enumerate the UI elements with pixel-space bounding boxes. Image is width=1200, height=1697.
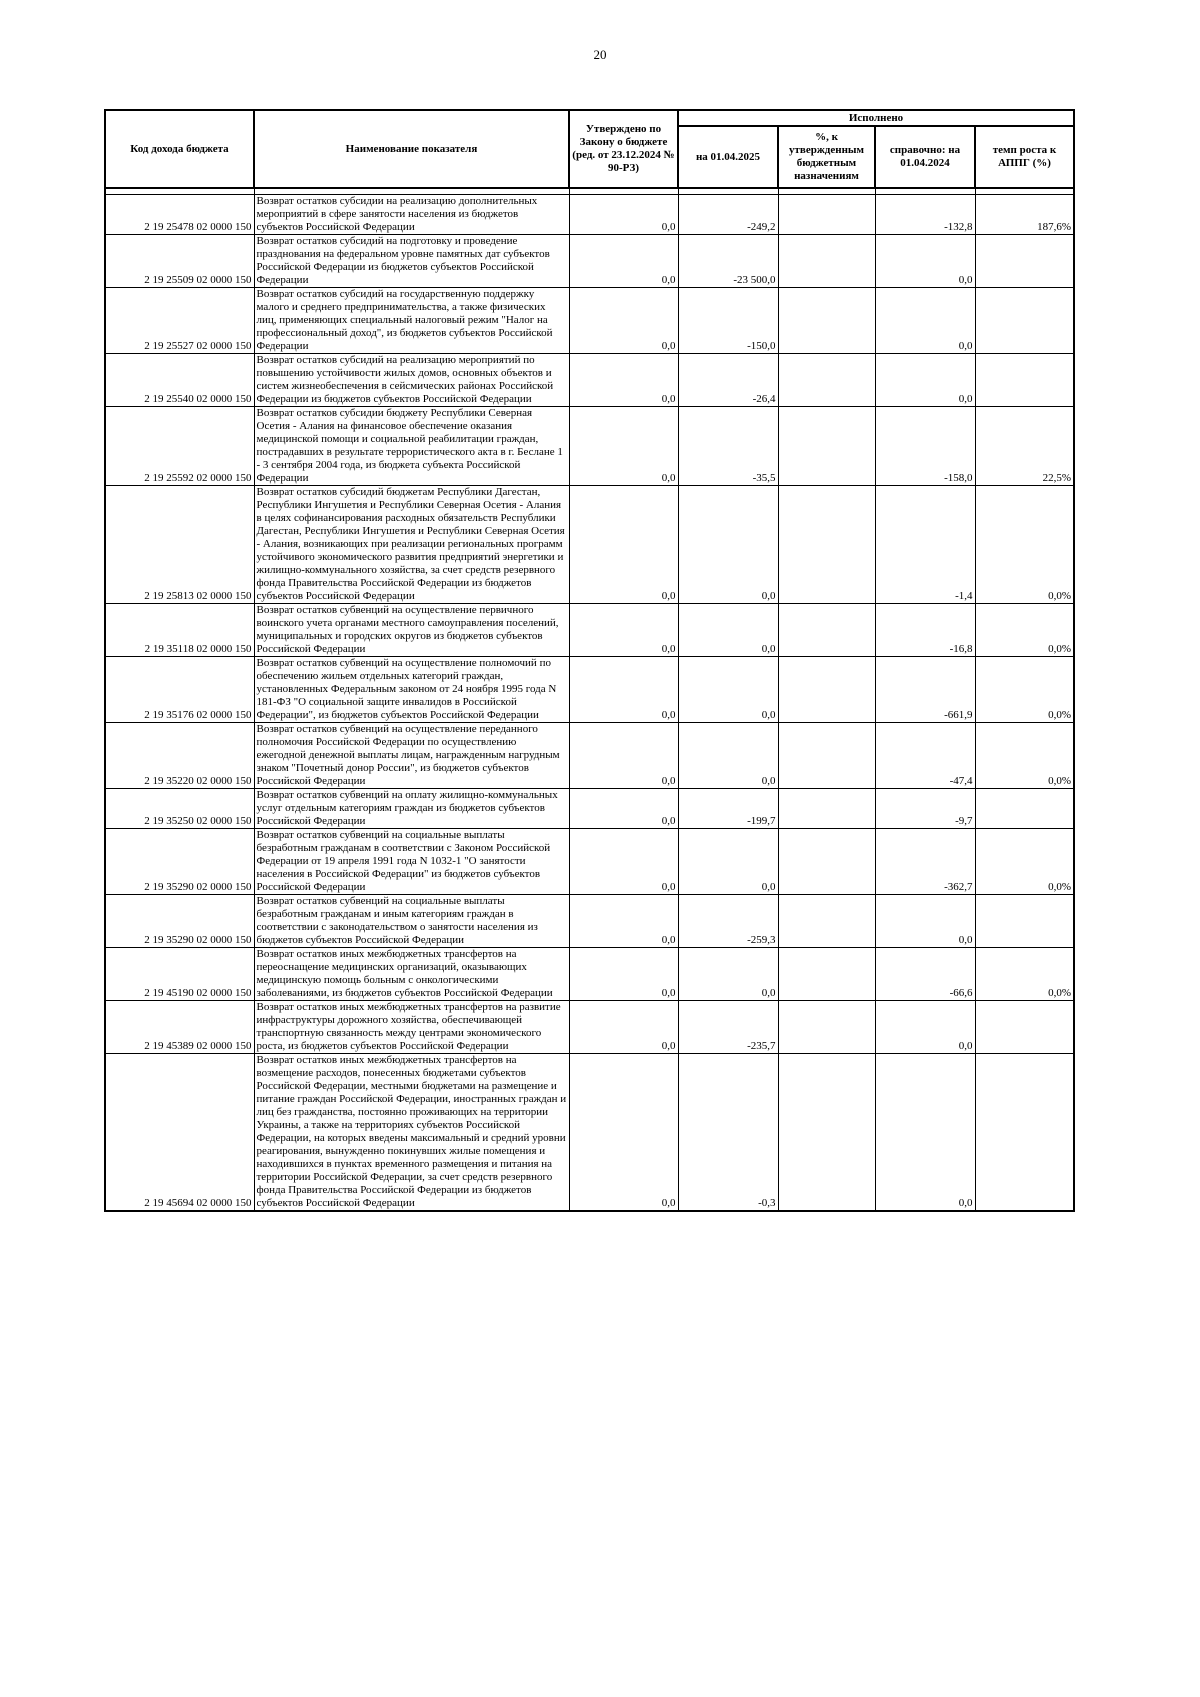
row-reference: 0,0 xyxy=(875,895,975,948)
row-growth: 0,0% xyxy=(975,948,1074,1001)
table-row xyxy=(105,486,1074,604)
row-executed: 0,0 xyxy=(678,486,778,604)
row-reference: -661,9 xyxy=(875,657,975,723)
row-reference: -1,4 xyxy=(875,486,975,604)
row-code: 2 19 35220 02 0000 150 xyxy=(105,723,254,789)
row-percent xyxy=(778,1001,875,1054)
header-growth: темп роста к АППГ (%) xyxy=(975,126,1074,188)
row-code: 2 19 35176 02 0000 150 xyxy=(105,657,254,723)
header-code: Код дохода бюджета xyxy=(105,110,254,188)
row-code: 2 19 35290 02 0000 150 xyxy=(105,895,254,948)
row-growth: 0,0% xyxy=(975,723,1074,789)
header-on-date: на 01.04.2025 xyxy=(678,126,778,188)
row-approved: 0,0 xyxy=(569,829,678,895)
row-approved: 0,0 xyxy=(569,657,678,723)
table-row xyxy=(105,948,1074,1001)
row-reference: -9,7 xyxy=(875,789,975,829)
row-executed: -150,0 xyxy=(678,288,778,354)
header-name: Наименование показателя xyxy=(254,110,569,188)
row-executed: -199,7 xyxy=(678,789,778,829)
row-percent xyxy=(778,657,875,723)
row-name: Возврат остатков субсидий на государственную поддержку малого и среднего предпринимательства, а также физических лиц, применяющих специальный налоговый режим "Налог на профессиональный доход", из бюджетов субъектов Российской Федерации xyxy=(254,288,569,354)
row-reference: 0,0 xyxy=(875,235,975,288)
table-row xyxy=(105,235,1074,288)
row-code: 2 19 25540 02 0000 150 xyxy=(105,354,254,407)
row-percent xyxy=(778,195,875,235)
row-approved: 0,0 xyxy=(569,407,678,486)
row-growth: 0,0% xyxy=(975,829,1074,895)
row-growth xyxy=(975,1001,1074,1054)
row-executed: 0,0 xyxy=(678,948,778,1001)
row-name: Возврат остатков субвенций на социальные выплаты безработным гражданам в соответствии с Законом Российской Федерации от 19 апреля 1991 года N 1032-1 "О занятости населения в Российской Федерации" из бюджетов субъектов Российской Федерации xyxy=(254,829,569,895)
table-row xyxy=(105,1054,1074,1212)
row-approved: 0,0 xyxy=(569,1001,678,1054)
row-approved: 0,0 xyxy=(569,604,678,657)
row-percent xyxy=(778,948,875,1001)
row-name: Возврат остатков субвенций на оплату жилищно-коммунальных услуг отдельным категориям граждан из бюджетов субъектов Российской Федерации xyxy=(254,789,569,829)
row-code: 2 19 25527 02 0000 150 xyxy=(105,288,254,354)
row-percent xyxy=(778,789,875,829)
row-growth xyxy=(975,235,1074,288)
row-percent xyxy=(778,486,875,604)
row-name: Возврат остатков субвенций на социальные выплаты безработным гражданам и иным категориям граждан в соответствии с законодательством о занятости населения из бюджетов субъектов Российской Федерации xyxy=(254,895,569,948)
row-executed: -0,3 xyxy=(678,1054,778,1212)
table-row xyxy=(105,195,1074,235)
row-name: Возврат остатков иных межбюджетных трансфертов на возмещение расходов, понесенных бюджетами субъектов Российской Федерации, местными бюджетами на размещение и питание граждан Российской Федерации, иностранных граждан и лиц без гражданства, постоянно проживающих на территории Украины, а также на территориях субъектов Российской Федерации, на которых введены максимальный и средний уровни реагирования, вынужденно покинувших жилые помещения и находившихся в пунктах временного размещения и питания на территории Российской Федерации, за счет средств резервного фонда Правительства Российской Федерации из бюджетов субъектов Российской Федерации xyxy=(254,1054,569,1212)
row-name: Возврат остатков субсидий на реализацию мероприятий по повышению устойчивости жилых домов, основных объектов и систем жизнеобеспечения в сейсмических районах Российской Федерации из бюджетов субъектов Российской Федерации xyxy=(254,354,569,407)
row-code: 2 19 45694 02 0000 150 xyxy=(105,1054,254,1212)
row-code: 2 19 45389 02 0000 150 xyxy=(105,1001,254,1054)
row-name: Возврат остатков иных межбюджетных трансфертов на развитие инфраструктуры дорожного хозяйства, обеспечивающей транспортную связанность между центрами экономического роста, из бюджетов субъектов Российской Федерации xyxy=(254,1001,569,1054)
row-reference: 0,0 xyxy=(875,288,975,354)
row-name: Возврат остатков субсидии бюджету Республики Северная Осетия - Алания на финансовое обеспечение оказания медицинской помощи и социальной реабилитации граждан, пострадавших в результате террористического акта в г. Беслане 1 - 3 сентября 2004 года, из бюджета субъекта Российской Федерации xyxy=(254,407,569,486)
row-code: 2 19 25509 02 0000 150 xyxy=(105,235,254,288)
table-row xyxy=(105,789,1074,829)
row-percent xyxy=(778,288,875,354)
row-executed: -259,3 xyxy=(678,895,778,948)
table-row xyxy=(105,1001,1074,1054)
row-approved: 0,0 xyxy=(569,789,678,829)
table-row xyxy=(105,354,1074,407)
row-growth xyxy=(975,895,1074,948)
row-growth: 0,0% xyxy=(975,657,1074,723)
header-percent: %, к утвержденным бюджетным назначениям xyxy=(778,126,875,188)
row-executed: 0,0 xyxy=(678,829,778,895)
row-growth: 0,0% xyxy=(975,604,1074,657)
row-percent xyxy=(778,829,875,895)
row-approved: 0,0 xyxy=(569,895,678,948)
row-code: 2 19 35118 02 0000 150 xyxy=(105,604,254,657)
row-code: 2 19 45190 02 0000 150 xyxy=(105,948,254,1001)
row-code: 2 19 25813 02 0000 150 xyxy=(105,486,254,604)
table-row xyxy=(105,407,1074,486)
row-approved: 0,0 xyxy=(569,288,678,354)
row-executed: 0,0 xyxy=(678,657,778,723)
table-body xyxy=(105,188,1074,1211)
row-growth xyxy=(975,789,1074,829)
header-approved: Утверждено по Закону о бюджете (ред. от 23.12.2024 № 90-РЗ) xyxy=(569,110,678,188)
table-row xyxy=(105,604,1074,657)
row-executed: 0,0 xyxy=(678,604,778,657)
row-growth xyxy=(975,354,1074,407)
table-row xyxy=(105,829,1074,895)
row-approved: 0,0 xyxy=(569,354,678,407)
row-approved: 0,0 xyxy=(569,723,678,789)
row-percent xyxy=(778,723,875,789)
budget-revenue-table xyxy=(104,109,1075,1212)
row-growth xyxy=(975,288,1074,354)
row-executed: -249,2 xyxy=(678,195,778,235)
row-percent xyxy=(778,235,875,288)
row-reference: -16,8 xyxy=(875,604,975,657)
row-code: 2 19 25592 02 0000 150 xyxy=(105,407,254,486)
row-reference: -362,7 xyxy=(875,829,975,895)
row-growth: 22,5% xyxy=(975,407,1074,486)
row-executed: 0,0 xyxy=(678,723,778,789)
row-percent xyxy=(778,1054,875,1212)
row-executed: -23 500,0 xyxy=(678,235,778,288)
row-growth: 0,0% xyxy=(975,486,1074,604)
row-growth: 187,6% xyxy=(975,195,1074,235)
row-reference: 0,0 xyxy=(875,1054,975,1212)
row-percent xyxy=(778,604,875,657)
row-approved: 0,0 xyxy=(569,235,678,288)
row-percent xyxy=(778,895,875,948)
row-percent xyxy=(778,407,875,486)
row-growth xyxy=(975,1054,1074,1212)
row-approved: 0,0 xyxy=(569,1054,678,1212)
header-reference: справочно: на 01.04.2024 xyxy=(875,126,975,188)
table-row xyxy=(105,895,1074,948)
row-executed: -26,4 xyxy=(678,354,778,407)
row-executed: -235,7 xyxy=(678,1001,778,1054)
row-name: Возврат остатков субвенций на осуществление первичного воинского учета органами местного самоуправления поселений, муниципальных и городских округов из бюджетов субъектов Российской Федерации xyxy=(254,604,569,657)
table-header xyxy=(105,110,1074,188)
row-approved: 0,0 xyxy=(569,486,678,604)
row-name: Возврат остатков субсидий на подготовку и проведение празднования на федеральном уровне памятных дат субъектов Российской Федерации из бюджетов субъектов Российской Федерации xyxy=(254,235,569,288)
row-approved: 0,0 xyxy=(569,948,678,1001)
row-name: Возврат остатков субсидий бюджетам Республики Дагестан, Республики Ингушетия и Республики Северная Осетия - Алания в целях софинансирования расходных обязательств Республики Дагестан, Республики Ингушетия и Республики Северная Осетия - Алания, возникающих при реализации региональных программ устойчивого экономического развития предприятий энергетики и жилищно-коммунального хозяйства, за счет средств резервного фонда Правительства Российской Федерации из бюджетов субъектов Российской Федерации xyxy=(254,486,569,604)
row-reference: -158,0 xyxy=(875,407,975,486)
row-code: 2 19 35290 02 0000 150 xyxy=(105,829,254,895)
page-number: 20 xyxy=(593,47,607,62)
row-name: Возврат остатков субвенций на осуществление полномочий по обеспечению жильем отдельных категорий граждан, установленных Федеральным законом от 24 ноября 1995 года N 181-ФЗ "О социальной защите инвалидов в Российской Федерации", из бюджетов субъектов Российской Федерации xyxy=(254,657,569,723)
row-reference: -132,8 xyxy=(875,195,975,235)
table-row xyxy=(105,723,1074,789)
table-row xyxy=(105,288,1074,354)
row-approved: 0,0 xyxy=(569,195,678,235)
row-name: Возврат остатков субсидии на реализацию дополнительных мероприятий в сфере занятости населения из бюджетов субъектов Российской Федерации xyxy=(254,195,569,235)
table-row xyxy=(105,657,1074,723)
row-percent xyxy=(778,354,875,407)
row-executed: -35,5 xyxy=(678,407,778,486)
row-reference: 0,0 xyxy=(875,1001,975,1054)
row-reference: 0,0 xyxy=(875,354,975,407)
row-code: 2 19 25478 02 0000 150 xyxy=(105,195,254,235)
header-executed: Исполнено xyxy=(678,110,1074,126)
row-reference: -47,4 xyxy=(875,723,975,789)
row-reference: -66,6 xyxy=(875,948,975,1001)
row-name: Возврат остатков иных межбюджетных трансфертов на переоснащение медицинских организаций, оказывающих медицинскую помощь больным с онкологическими заболеваниями, из бюджетов субъектов Российской Федерации xyxy=(254,948,569,1001)
row-code: 2 19 35250 02 0000 150 xyxy=(105,789,254,829)
row-name: Возврат остатков субвенций на осуществление переданного полномочия Российской Федерации по осуществлению ежегодной денежной выплаты лицам, награжденным нагрудным знаком "Почетный донор России", из бюджетов субъектов Российской Федерации xyxy=(254,723,569,789)
